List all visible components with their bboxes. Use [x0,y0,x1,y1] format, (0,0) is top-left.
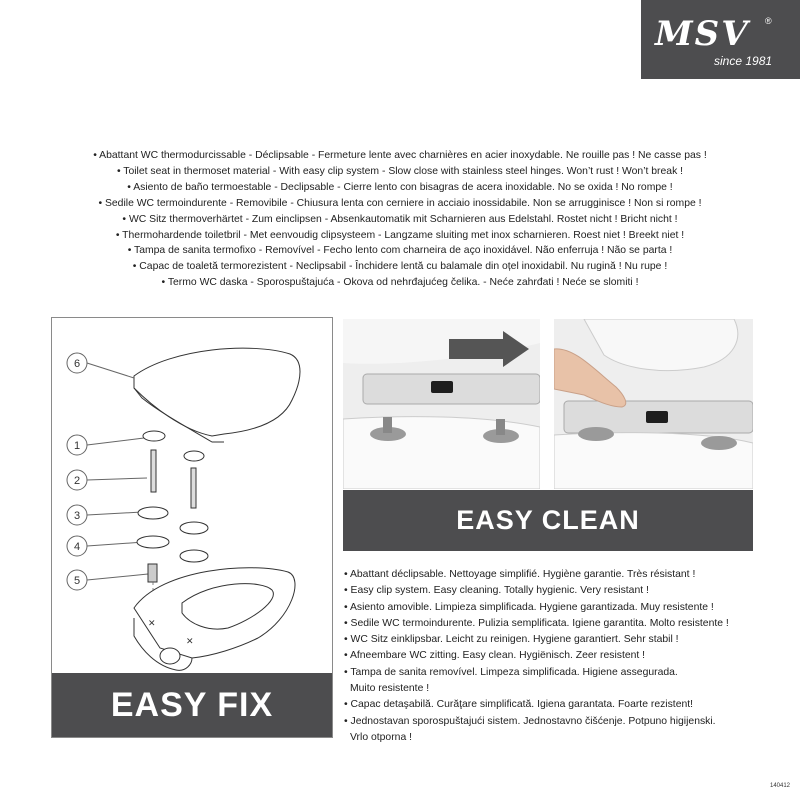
photo-seat-detached [554,319,753,489]
clean-line-continuation: Muito resistente ! [350,683,430,695]
brand-name: MSV [655,14,750,54]
callout-number-1: 1 [73,440,81,452]
clean-line: • WC Sitz einklipsbar. Leicht zu reinigen. Hygiene garantiert. Sehr stabil ! [344,634,679,646]
seat-lid-drawing [134,348,300,436]
clean-line: • Sedile WC termoindurente. Pulizia semplificata. Igiene garantita. Molto resistente ! [344,617,729,629]
clean-line-continuation: Vrlo otporna ! [350,731,412,743]
description-line: • Tampa de sanita termofixo - Removível - Fecho lento com charneira de aço inoxidável. Não enferruja ! Não se parta ! [127,245,673,257]
description-line: • WC Sitz thermoverhärtet - Zum einclipsen - Absenkautomatik mit Scharnieren aus Edelstahl. Rostet nicht ! Bricht nicht ! [122,213,678,225]
easy-clean-label: EASY CLEAN [343,490,753,551]
callout-number-3: 3 [73,510,81,522]
callout-number-5: 5 [73,575,81,587]
hinge-parts-left [137,431,169,582]
description-line: • Thermohardende toiletbril - Met eenvoudig clipsysteem - Langzame sluiting met inox scharnieren. Roest niet ! Breekt niet ! [115,229,685,241]
clean-line: • Easy clip system. Easy cleaning. Totally hygienic. Very resistant ! [344,585,649,597]
clean-line: • Abattant déclipsable. Nettoyage simplifié. Hygiène garantie. Très résistant ! [344,569,696,580]
clean-line: • Tampa de sanita removível. Limpeza simplificada. Higiene assegurada. [344,666,678,678]
clean-line: • Capac detaşabilă. Curăţare simplificată. Igiena garantata. Foarte rezistent! [344,699,694,711]
multilingual-description [0,148,800,291]
easy-fix-panel [51,317,333,738]
description-line: • Sedile WC termoindurente - Removibile - Chiusura lenta con cerniere in acciaio inossidabile. Non se arrugginisce ! Non si rompe ! [98,197,702,209]
easy-clean-description [344,567,764,746]
callout-number-4: 4 [73,541,81,553]
easy-clean-panel [343,319,753,551]
description-line: • Asiento de baño termoestable - Declipsable - Cierre lento con bisagras de acera inoxidable. No se oxida ! No rompe ! [127,181,673,193]
clean-line: • Asiento amovible. Limpieza simplificada. Hygiene garantizada. Muy resistente ! [344,601,714,613]
description-line: • Abattant WC thermodurcissable - Déclipsable - Fermeture lente avec charnières en acier inoxydable. Ne rouille pas ! Ne casse pas ! [93,150,707,161]
clean-line: • Jednostavan sporospuštajući sistem. Jednostavno čišćenje. Potpuno higijenski. [344,715,716,727]
description-line: • Toilet seat in thermoset material - With easy clip system - Slow close with stainless steel hinges. Won’t rust ! Won’t break ! [116,165,684,177]
toilet-outlet [160,648,180,664]
registered-mark: ® [765,16,772,26]
description-line: • Termo WC daska - Sporospuštajuća - Okova od nehrđajućeg čelika. - Neće zahrđati ! Neće se slomiti ! [161,277,639,289]
mount-mark-left: ✕ [148,618,156,628]
description-line: • Capac de toaletă termorezistent - Neclipsabil - Închidere lentă cu balamale din oțel inoxidabil. Nu rugină ! Nu rupe ! [132,261,668,273]
easy-fix-label: EASY FIX [52,673,332,737]
mount-mark-right: ✕ [186,636,194,646]
callout-number-2: 2 [73,475,81,487]
brand-logo [641,0,800,79]
clean-line: • Afneembare WC zitting. Easy clean. Hygiënisch. Zeer resistent ! [344,650,646,662]
callout-number-6: 6 [73,358,81,370]
product-code: 140412 [770,783,791,789]
brand-tagline: since 1981 [714,54,773,68]
assembly-diagram [52,318,334,675]
photo-seat-attached [343,319,540,489]
